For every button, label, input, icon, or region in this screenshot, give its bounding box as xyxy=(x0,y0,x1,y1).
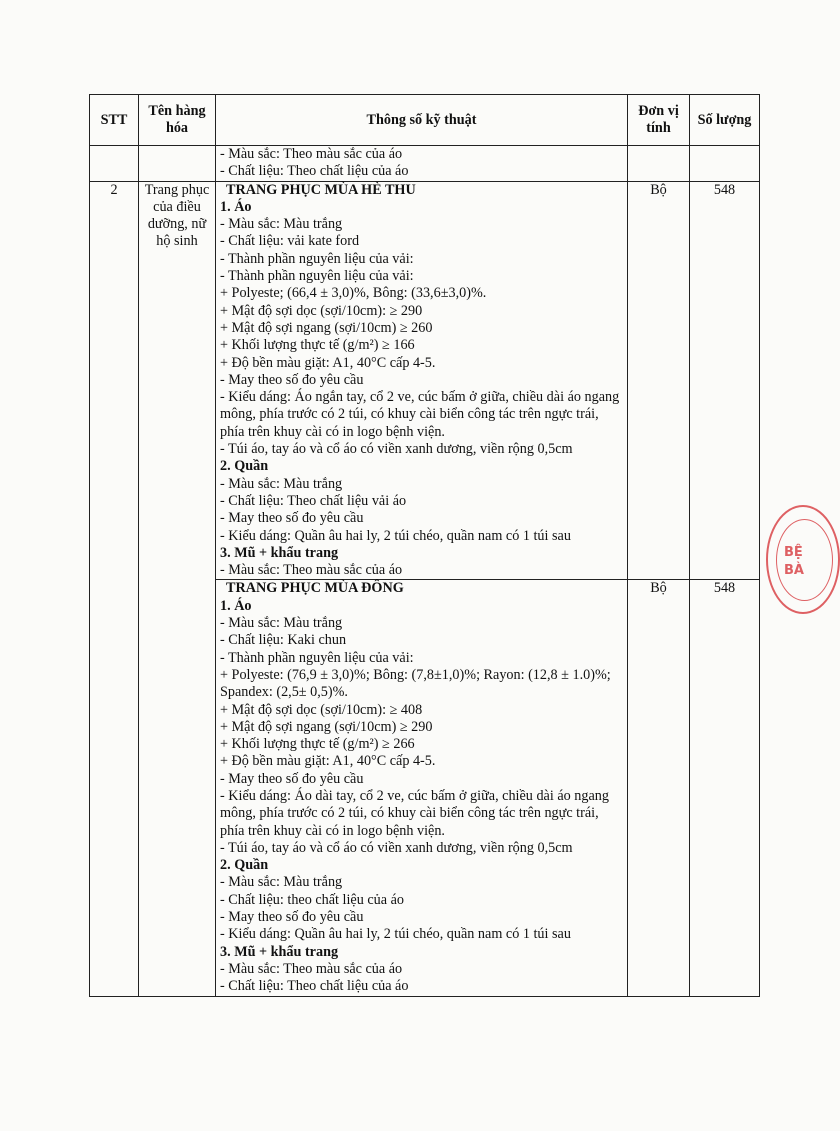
spec-line: + Mật độ sợi dọc (sợi/10cm): ≥ 290 xyxy=(220,302,423,319)
item-name: Trang phục của điều dưỡng, nữ hộ sinh xyxy=(139,181,216,996)
stamp-text: BÀ xyxy=(784,563,804,578)
spec-line: - Màu sắc: Theo màu sắc của áo xyxy=(220,146,403,162)
section-heading: 2. Quần xyxy=(220,458,269,475)
spec-line: - Thành phần nguyên liệu của vải: xyxy=(220,250,414,267)
continued-qty xyxy=(690,146,760,182)
summer-lines xyxy=(220,199,623,580)
summer-title: TRANG PHỤC MÙA HÈ THU xyxy=(226,181,416,198)
spec-line: - May theo số đo yêu cầu xyxy=(220,909,364,926)
spec-line: + Độ bền màu giặt: A1, 40°C cấp 4-5. xyxy=(220,753,436,770)
spec-line: - Thành phần nguyên liệu của vải: xyxy=(220,649,414,666)
spec-line: - Kiểu dáng: Quần âu hai ly, 2 túi chéo, quần nam có 1 túi sau xyxy=(220,926,571,943)
spec-line: - May theo số đo yêu cầu xyxy=(220,770,364,787)
spec-line: - Chất liệu: Theo chất liệu của áo xyxy=(220,978,409,995)
spec-line: + Mật độ sợi ngang (sợi/10cm) ≥ 260 xyxy=(220,319,433,336)
spec-line: - Màu sắc: Theo màu sắc của áo xyxy=(220,562,403,579)
header-spec: Thông số kỹ thuật xyxy=(216,95,628,146)
spec-line: - Kiểu dáng: Quần âu hai ly, 2 túi chéo, quần nam có 1 túi sau xyxy=(220,527,571,544)
winter-unit: Bộ xyxy=(628,580,690,996)
header-name: Tên hàng hóa xyxy=(139,95,216,146)
winter-qty: 548 xyxy=(690,580,760,996)
summer-unit: Bộ xyxy=(628,181,690,580)
section-heading: 2. Quần xyxy=(220,857,269,874)
spec-line: - Màu sắc: Màu trắng xyxy=(220,874,343,891)
spec-line: + Khối lượng thực tế (g/m²) ≥ 266 xyxy=(220,736,415,753)
spec-line: - Màu sắc: Theo màu sắc của áo xyxy=(220,960,403,977)
header-row xyxy=(90,95,760,146)
spec-line: - Kiểu dáng: Áo dài tay, cổ 2 ve, cúc bấm ở giữa, chiều dài áo ngang mông, phía trước có 2 túi, có khuy cài biển công tác trên ngực trái, phía trên khuy cài có in logo bệnh viện. xyxy=(220,787,609,839)
item-stt: 2 xyxy=(90,181,139,996)
spec-line: + Mật độ sợi dọc (sợi/10cm): ≥ 408 xyxy=(220,701,423,718)
spec-line: - Màu sắc: Màu trắng xyxy=(220,475,343,492)
spec-line: - Túi áo, tay áo và cổ áo có viền xanh dương, viền rộng 0,5cm xyxy=(220,839,573,856)
continued-stt xyxy=(90,146,139,182)
continued-spec xyxy=(216,146,628,182)
spec-line: - May theo số đo yêu cầu xyxy=(220,510,364,527)
continued-name xyxy=(139,146,216,182)
spec-line: - May theo số đo yêu cầu xyxy=(220,371,364,388)
section-heading: 1. Áo xyxy=(220,198,252,215)
spec-line: + Polyeste: (76,9 ± 3,0)%; Bông: (7,8±1,0)%; Rayon: (12,8 ± 1.0)%; Spandex: (2,5± 0,5)%. xyxy=(220,666,611,701)
spec-line: - Chất liệu: Theo chất liệu của áo xyxy=(220,163,409,180)
spec-line: + Khối lượng thực tế (g/m²) ≥ 166 xyxy=(220,337,415,354)
summer-spec xyxy=(216,181,628,580)
spec-line: + Độ bền màu giặt: A1, 40°C cấp 4-5. xyxy=(220,354,436,371)
spec-line: - Thành phần nguyên liệu của vải: xyxy=(220,268,414,285)
continued-row xyxy=(90,146,760,182)
spec-line: - Chất liệu: Theo chất liệu vải áo xyxy=(220,492,407,509)
spec-line: - Kiểu dáng: Áo ngắn tay, cổ 2 ve, cúc bấm ở giữa, chiều dài áo ngang mông, phía trước có 2 túi, có khuy cài biển công tác trên ngực trái, phía trên khuy cài có in logo bệnh viện. xyxy=(220,389,620,440)
stamp-text: BỆ xyxy=(784,545,803,560)
spec-line: - Chất liệu: theo chất liệu của áo xyxy=(220,891,404,908)
winter-title: TRANG PHỤC MÙA ĐÔNG xyxy=(226,580,404,597)
header-unit: Đơn vị tính xyxy=(628,95,690,146)
spec-line: + Polyeste; (66,4 ± 3,0)%, Bông: (33,6±3,0)%. xyxy=(220,285,487,302)
winter-lines xyxy=(220,598,623,996)
spec-line: - Màu sắc: Màu trắng xyxy=(220,216,343,233)
header-stt: STT xyxy=(90,95,139,146)
winter-spec xyxy=(216,580,628,996)
section-heading: 1. Áo xyxy=(220,597,252,614)
spec-line: - Màu sắc: Màu trắng xyxy=(220,615,343,632)
section-heading: 3. Mũ + khẩu trang xyxy=(220,943,339,960)
stamp-inner-ring xyxy=(776,519,833,601)
spec-line: - Chất liệu: vải kate ford xyxy=(220,233,360,250)
summer-qty: 548 xyxy=(690,181,760,580)
continued-unit xyxy=(628,146,690,182)
section-heading: 3. Mũ + khẩu trang xyxy=(220,544,339,561)
spec-table xyxy=(89,94,760,997)
spec-line: - Chất liệu: Kaki chun xyxy=(220,632,347,649)
red-stamp xyxy=(766,505,840,614)
spec-line: + Mật độ sợi ngang (sợi/10cm) ≥ 290 xyxy=(220,718,433,735)
summer-row xyxy=(90,181,760,580)
spec-line: - Túi áo, tay áo và cổ áo có viền xanh dương, viền rộng 0,5cm xyxy=(220,441,573,458)
header-qty: Số lượng xyxy=(690,95,760,146)
